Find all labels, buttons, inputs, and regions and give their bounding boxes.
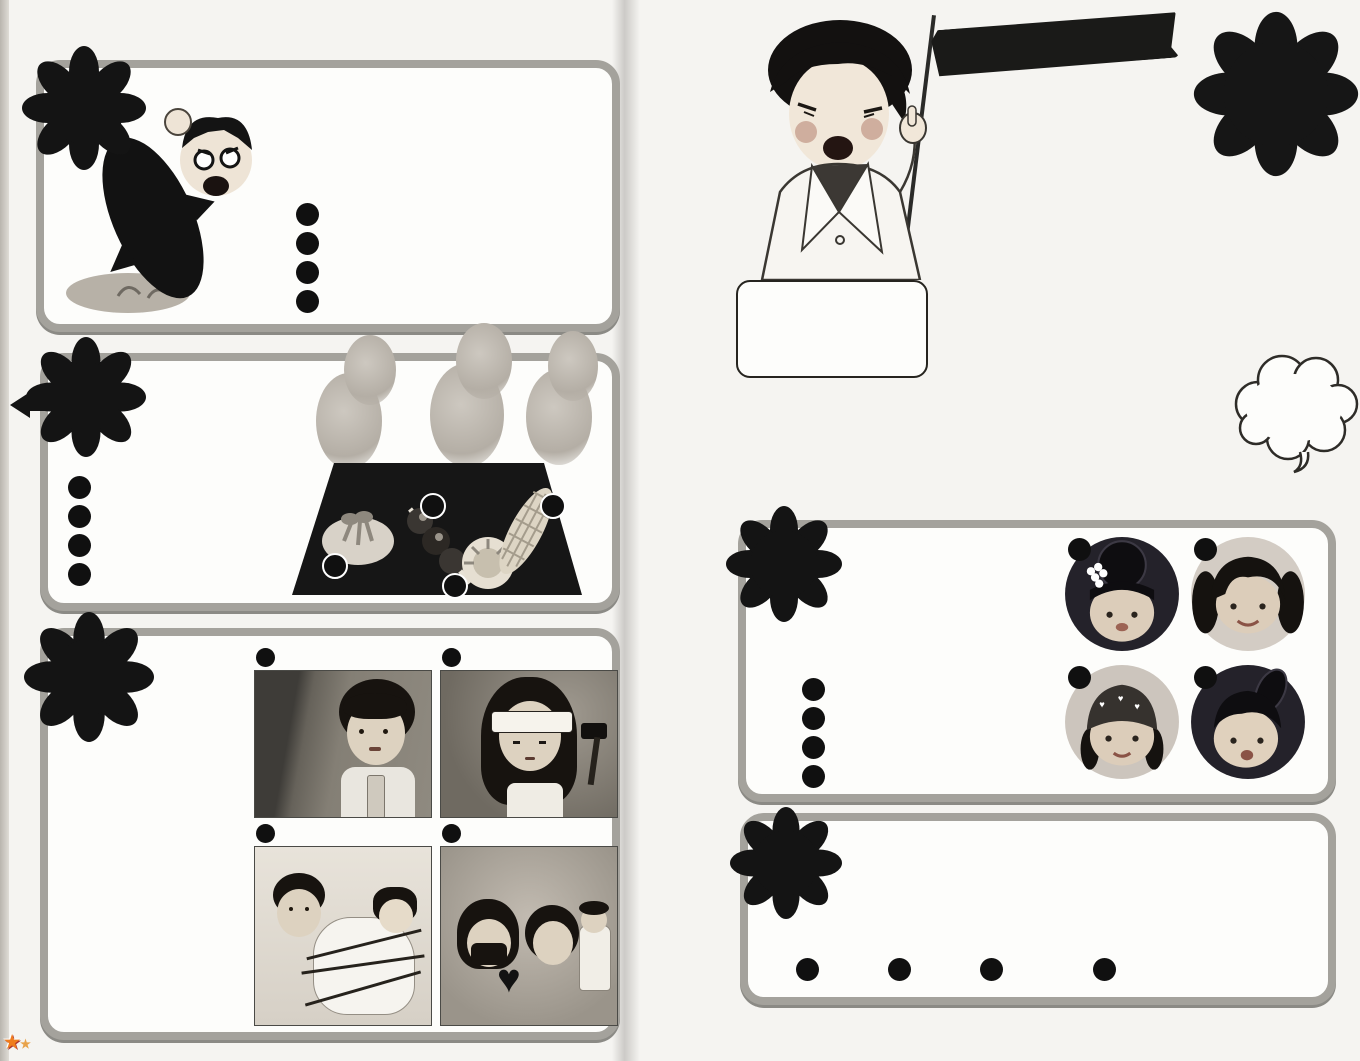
q4-grill-mark-c [442,573,468,599]
svg-text:♥: ♥ [1099,699,1105,710]
q5-panel-d-key [442,824,461,843]
watermark [4,1022,31,1055]
q1-circle-mark-a [1068,538,1091,561]
q4-option-d-key [68,563,91,586]
q1-circle-mark-b [1194,538,1217,561]
q5-panel-b-key [442,648,461,667]
q3-flower-badge [22,46,146,170]
q2-option-a-key [796,958,819,981]
question-box-q1 [738,520,1336,802]
q4-grill-mark-b [420,493,446,519]
q1-circle-mark-c [1068,666,1091,689]
smoke-icon [344,335,396,405]
smoke-icon [548,331,598,401]
q5-panel-b-headband [491,711,573,733]
q1-option-c-key [802,736,825,759]
smoke-icon [456,323,512,399]
ky-hirota-character [742,12,942,280]
q4-bbq-illustration [292,457,582,599]
q5-panel-a-image [254,670,432,818]
star-icon: ★ [4,1032,21,1053]
question-box-q4 [40,353,620,611]
q2-label [721,798,851,928]
q3-option-b-key [296,232,319,255]
q5-panel-c-image [254,846,432,1026]
question-box-q2 [740,813,1336,1005]
q1-hairstyle-grid [1064,536,1310,786]
q1-flower-badge [726,506,842,622]
cloud-note [1226,352,1360,474]
q1-label [717,497,851,631]
q2-option-d-key [1093,958,1116,981]
q1-option-a-key [802,678,825,701]
q4-option-a-key [68,476,91,499]
q5-flower-badge [24,612,154,742]
svg-text:♥: ♥ [1134,701,1140,712]
q5-label [14,602,165,753]
q4-option-b-key [68,505,91,528]
q3-option-a-key [296,203,319,226]
page-left-edge [0,0,9,1061]
q2-flower-badge [730,807,842,919]
danger-flower-badge [1192,10,1360,178]
q5-panel-c-key [256,824,275,843]
q2-option-c-key [980,958,1003,981]
left-arrow-icon [8,390,48,420]
q4-option-c-key [68,534,91,557]
q1-option-b-key [802,707,825,730]
q4-grill-mark-a [322,553,348,579]
q5-panel-b-image [440,670,618,818]
q5-panel-a-key [256,648,275,667]
character-speech-bubble [736,280,928,378]
q5-panel-d-image [440,846,618,1026]
heart-icon: ♥ [497,957,521,1001]
svg-text:♥: ♥ [1117,693,1124,704]
star-icon: ★ [20,1037,31,1051]
question-box-q5 [40,628,620,1040]
q1-circle-mark-d [1194,666,1217,689]
q2-option-b-key [888,958,911,981]
q3-option-c-key [296,261,319,284]
question-box-q3 [36,60,620,332]
q1-option-d-key [802,765,825,788]
q3-option-d-key [296,290,319,313]
q3-label [12,36,156,180]
q4-grill-mark-d [540,493,566,519]
